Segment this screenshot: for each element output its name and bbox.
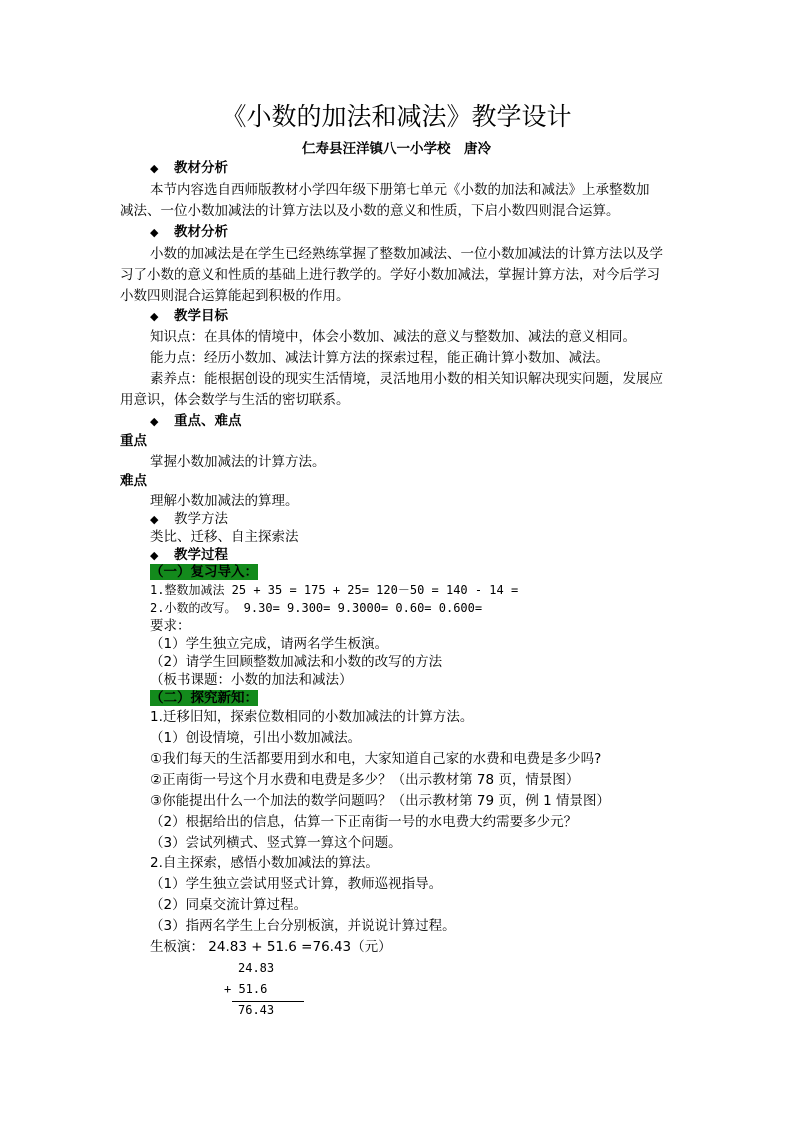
paragraph-line: 本节内容选自西师版教材小学四年级下册第七单元《小数的加法和减法》上承整数加 [150,182,650,198]
section-heading-analysis: ◆ 教材分析 [150,222,228,243]
goal-literacy: 素养点：能根据创设的现实生活情境，灵活地用小数的相关知识解决现实问题，发展应 [150,371,663,387]
review-heading [150,562,258,582]
explore-line: （3）尝试列横式、竖式算一算这个问题。 [150,835,402,851]
section-heading-goals: ◆ 教学目标 [150,306,228,327]
explore-line: （2）根据给出的信息，估算一下正南街一号的水电费大约需要多少元？ [150,814,578,830]
section-heading-materials: ◆ 教材分析 [150,158,228,179]
section-heading-methods: ◆ 教学方法 [150,509,228,530]
review-decimal-rewrite: 2.小数的改写。 9.30= 9.300= 9.3000= 0.60= 0.600= [150,601,483,615]
diamond-bullet-icon: ◆ [150,226,159,239]
calc-addend-bottom: + 51.6 [224,982,268,996]
document-title: 《小数的加法和减法》教学设计 [221,102,572,131]
diamond-bullet-icon: ◆ [150,549,159,562]
explore-line: （2）同桌交流计算过程。 [150,897,308,913]
explore-line: 2.自主探索，感悟小数加减法的算法。 [150,855,379,871]
explore-highlight: （二）探究新知： [150,690,258,706]
requirement-1: （1）学生独立完成，请两名学生板演。 [150,636,389,652]
explore-line: （1）学生独立尝试用竖式计算，教师巡视指导。 [150,876,443,892]
methods-text: 类比、迁移、自主探索法 [150,529,299,545]
paragraph-line: 习了小数的意义和性质的基础上进行教学的。学好小数加减法，掌握计算方法，对今后学习 [120,267,660,283]
paragraph-line: 小数的加减法是在学生已经熟练掌握了整数加减法、一位小数加减法的计算方法以及学 [150,246,663,262]
explore-line: ①我们每天的生活都要用到水和电，大家知道自己家的水费和电费是多少吗? [150,751,602,767]
requirement-3: （板书课题：小数的加法和减法） [150,672,353,688]
review-integer-ops: 1.整数加减法 25 + 35 = 175 + 25= 120－50 = 140 - 14 = [150,583,519,597]
goal-ability: 能力点：经历小数加、减法计算方法的探索过程，能正确计算小数加、减法。 [150,350,609,366]
author-line: 仁寿县汪洋镇八一小学校 唐冷 [302,141,491,157]
diamond-bullet-icon: ◆ [150,162,159,175]
board-demo: 生板演： 24.83 + 51.6 =76.43（元） [150,939,392,955]
key-label: 重点 [120,433,147,449]
paragraph-line: 小数四则混合运算能起到积极的作用。 [120,288,350,304]
key-text: 掌握小数加减法的计算方法。 [150,454,326,470]
diamond-bullet-icon: ◆ [150,513,159,526]
difficult-label: 难点 [120,473,147,489]
review-highlight: （一）复习导入： [150,564,258,580]
goal-literacy-cont: 用意识，体会数学与生活的密切联系。 [120,392,350,408]
section-heading-process: ◆ 教学过程 [150,545,228,566]
section-heading-key-points: ◆ 重点、难点 [150,411,242,432]
diamond-bullet-icon: ◆ [150,415,159,428]
explore-line: （3）指两名学生上台分别板演，并说说计算过程。 [150,918,456,934]
explore-line: ②正南街一号这个月水费和电费是多少？（出示教材第 78 页，情景图） [150,772,580,788]
explore-line: 1.迁移旧知，探索位数相同的小数加减法的计算方法。 [150,709,474,725]
calc-addend-top: 24.83 [238,961,275,975]
difficult-text: 理解小数加减法的算理。 [150,493,299,509]
calc-result: 76.43 [238,1003,275,1017]
paragraph-line: 减法、一位小数加减法的计算方法以及小数的意义和性质，下启小数四则混合运算。 [120,203,620,219]
explore-line: ③你能提出什么一个加法的数学问题吗？（出示教材第 79 页，例 1 情景图） [150,793,611,809]
requirement-2: （2）请学生回顾整数加减法和小数的改写的方法 [150,654,443,670]
diamond-bullet-icon: ◆ [150,310,159,323]
goal-knowledge: 知识点：在具体的情境中，体会小数加、减法的意义与整数加、减法的意义相同。 [150,329,636,345]
requirements-label: 要求： [150,618,191,634]
explore-heading [150,688,258,708]
explore-line: （1）创设情境，引出小数加减法。 [150,730,362,746]
